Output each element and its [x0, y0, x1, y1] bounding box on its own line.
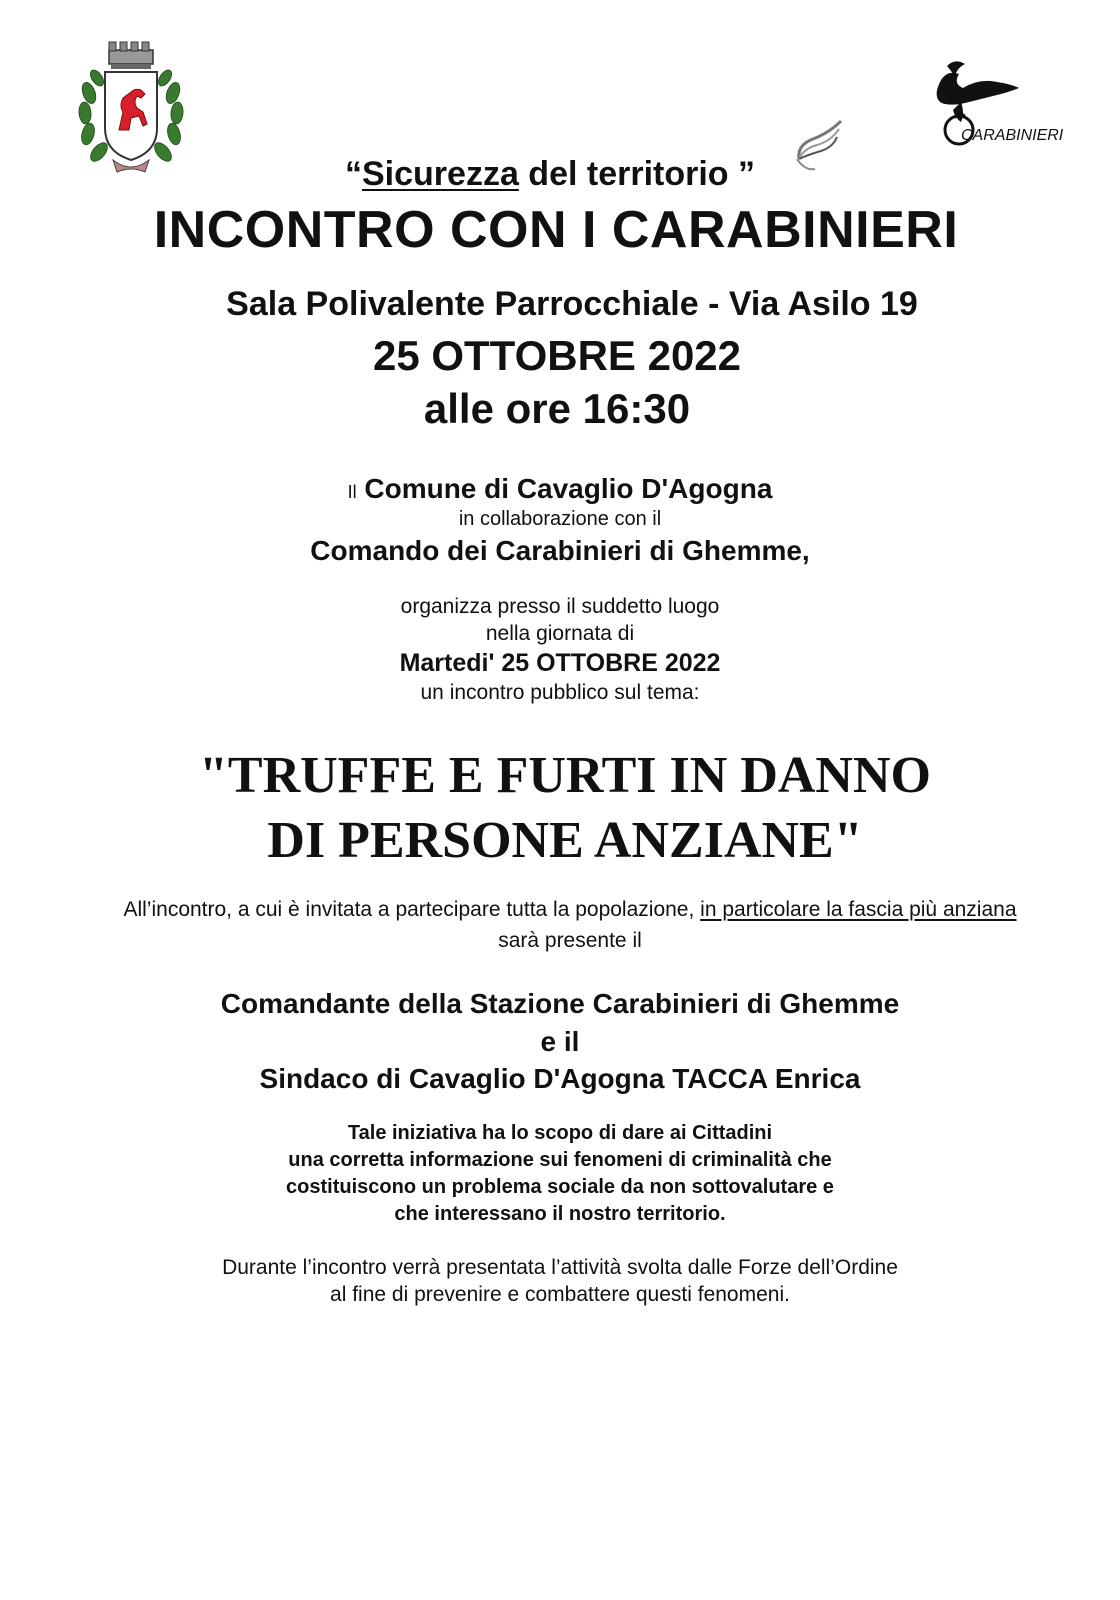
organizer-comando: Comando dei Carabinieri di Ghemme, [310, 535, 810, 566]
organizer-prefix: Il [347, 482, 357, 502]
speaker-mayor: Sindaco di Cavaglio D'Agogna TACCA Enrica [259, 1063, 861, 1094]
details-day: Martedi' 25 OTTOBRE 2022 [399, 649, 721, 677]
purpose-line-4: che interessano il nostro territorio. [394, 1203, 726, 1225]
event-time: alle ore 16:30 [423, 385, 691, 432]
subtitle-rest: del territorio ” [518, 155, 755, 193]
invitation-text [10, 898, 1120, 922]
carabinieri-logo-text: CARABINIERI [961, 127, 1064, 144]
closing-line-2: al fine di prevenire e combattere questi fenomeni. [330, 1283, 790, 1306]
closing-line-1: Durante l’incontro verrà presentata l’attività svolta dalle Forze dell’Ordine [222, 1256, 898, 1279]
page-title: INCONTRO CON I CARABINIERI [153, 201, 959, 259]
invitation-underlined: in particolare la fascia più anziana [700, 898, 1017, 921]
invitation-line-2: sarà presente il [498, 929, 642, 952]
event-date: 25 OTTOBRE 2022 [372, 332, 742, 379]
invitation-main: All’incontro, a cui è invitata a partecipare tutta la popolazione, [123, 898, 701, 921]
purpose-line-1: Tale iniziativa ha lo scopo di dare ai Cittadini [347, 1122, 773, 1144]
subtitle [0, 155, 1110, 194]
carabinieri-flame-icon [925, 58, 1064, 158]
event-venue: Sala Polivalente Parrocchiale - Via Asilo 19 [226, 285, 918, 323]
subtitle-open-quote: “ [345, 155, 362, 193]
organizer-comune-name: Comune di Cavaglio D'Agogna [364, 473, 773, 504]
speaker-commander: Comandante della Stazione Carabinieri di Ghemme [220, 988, 900, 1019]
theme-line-1: "TRUFFE E FURTI IN DANNO [199, 747, 931, 804]
subtitle-underlined-word: Sicurezza [362, 155, 519, 193]
details-line-1: organizza presso il suddetto luogo [400, 595, 720, 618]
theme-line-2: DI PERSONE ANZIANE" [267, 812, 863, 869]
details-line-2: nella giornata di [485, 622, 635, 645]
purpose-line-2: una corretta informazione sui fenomeni di criminalità che [288, 1149, 832, 1171]
organizer-comune [0, 473, 1120, 505]
speaker-and: e il [540, 1026, 580, 1057]
purpose-line-3: costituiscono un problema sociale da non sottovalutare e [286, 1176, 834, 1198]
collaboration-text: in collaborazione con il [458, 508, 662, 530]
details-line-3: un incontro pubblico sul tema: [420, 681, 700, 704]
